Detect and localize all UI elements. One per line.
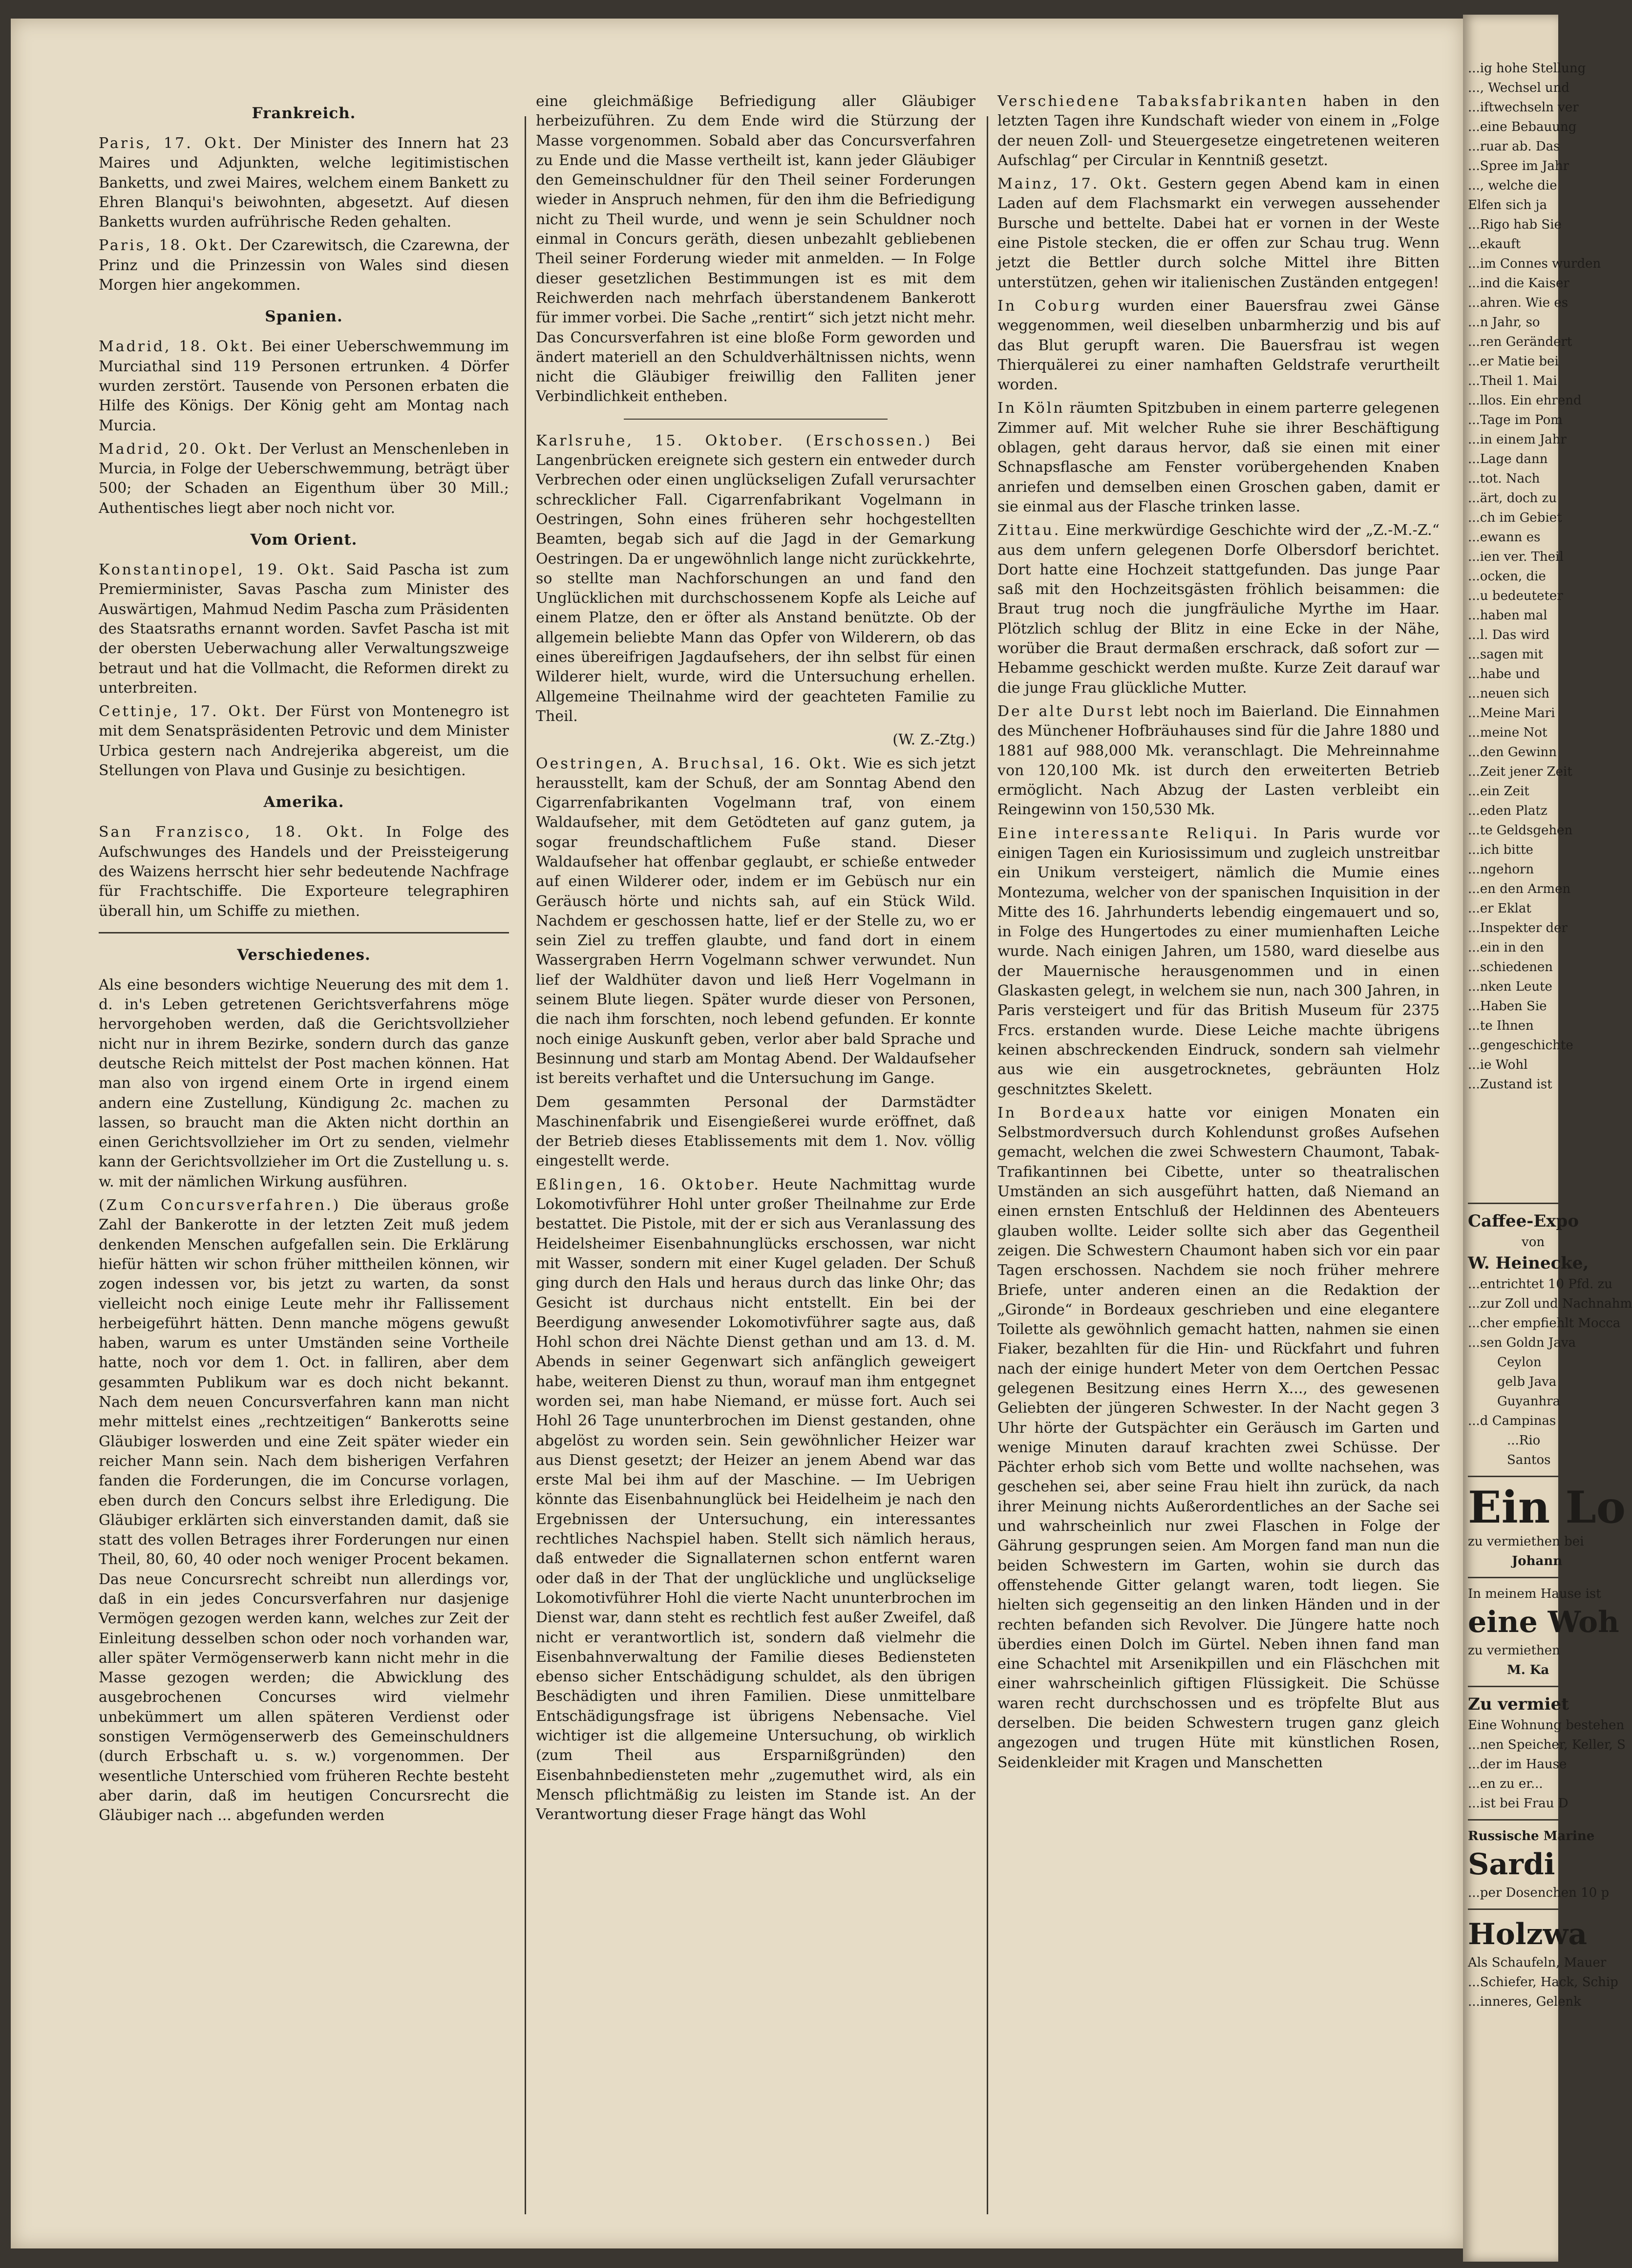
source-citation: (W. Z.-Ztg.) [892,731,975,749]
column-3 [997,92,1440,2219]
ad-divider [1468,1819,1558,1821]
column-2 [536,92,975,2219]
article-paris-2: Paris, 18. Okt. Der Czarewitsch, die Czarewna, der Prinz und die Prinzessin von Wales sind diesen Morgen hier angekommen. [99,237,509,294]
ad-divider [1468,1577,1558,1578]
strip-top-text: ...ig hohe Stellung ..., Wechsel und ...iftwechseln ver ...eine Bebauung ...ruar ab. Das ...Spree im Jahr ..., welche die Elfen sich ja ...Rigo hab Sie ...ekauft ...im Connes wurden ...ind die Kaiser ...ahren. Wie es ...n Jahr, so ...ren Gerändert ...er Matie bei ...Theil 1. Mai ...llos. Ein ehrend ...Tage im Pom ...in einem Jahr ...Lage dann ...tot. Nach ...ärt, doch zu ...ch im Gebiet ...ewann es ...ien ver. Theil ...ocken, die ...u bedeuteter ...haben mal ...l. Das wird ...sagen mit ...habe und ...neuen sich ...Meine Mari ...meine Not ...den Gewinn ...Zeit jener Zeit ...ein Zeit ...eden Platz ...te Geldsgehen ...ich bitte ...ngehorn ...en den Armen ...er Eklat ...Inspekter der ...ein in den ...schiedenen ...nken Leute ...Haben Sie ...te Ihnen ...gengeschichte ...ie Wohl ...Zustand ist [1468,61,1601,1092]
article-madrid-2: Madrid, 20. Okt. Der Verlust an Menschenleben in Murcia, in Folge der Ueberschwemmung, beträgt über 500; der Schaden an Eigenthum über 30 Mill.; Authentisches liegt aber noch nicht vor. [99,440,509,517]
column-rule [525,116,526,2214]
article-zittau: Zittau. Eine merkwürdige Geschichte wird der „Z.-M.-Z.“ aus dem unfern gelegenen Dorfe Olbersdorf berichtet. Dort hatte eine Hochzeit stattgefunden. Das junge Paar saß mit den Hochzeitsgästen fröhlich beisammen: die Braut trug noch die jungfräuliche Myrthe im Haar. Plötzlich schlug der Blitz in eine Ecke in der Nähe, worüber die Braut dermaßen erschrack, daß sofort zur — Hebamme geschickt werden mußte. Kurze Zeit darauf war die junge Frau glückliche Mutter. [997,522,1440,697]
newspaper-page [11,19,1464,2248]
column-1 [99,92,509,2219]
ad-divider [1468,1908,1558,1910]
ad-wohnung: eine Woh [1468,1605,1619,1639]
ad-divider [1468,1476,1558,1477]
ad-caffee-export: Caffee-Expo [1468,1211,1579,1231]
article-concursverfahren: (Zum Concursverfahren.) Die überaus große Zahl der Bankerotte in der letzten Zeit muß jedem denkenden Menschen aufgefallen sein. Die Erklärung hiefür hätten wir schon früher mittheilen können, wir zogen indessen vor, bis jetzt zu warten, da sonst vielleicht noch einige Leute mehr ihr Fallissement herbeigeführt hätten. Denn manche mögens gewußt haben, warum es unter Umständen seine Vortheile hatte, noch vor dem 1. Oct. in falliren, aber dem gesammten Publikum war es doch nicht bekannt. Nach dem neuen Concursverfahren kann man nicht mehr mittelst eines „rechtzeitigen“ Bankerotts seine Gläubiger loswerden und eine Zeit später wieder ein reicher Mann sein. Nach dem bisherigen Verfahren fanden die Forderungen, die im Concurse vorlagen, eben durch den Concurs selbst ihre Erledigung. Die Gläubiger erklärten sich einverstanden damit, daß sie statt des vollen Betrages ihrer Forderungen nur einen Theil, 80, 60, 40 oder noch weniger Procent bekamen. Das neue Concursrecht schreibt nun allerdings vor, daß in ein jedes Concursverfahren nur dasjenige Vermögen gezogen werden kann, welches zur Zeit der Einleitung desselben schon oder noch vorhanden war, aller später Vermögenserwerb kann nicht mehr in die Masse gezogen werden; die Abwicklung des ausgebrochenen Concurses wird vielmehr unbekümmert um allen späteren Verdienst oder sonstigen Vermögenserwerb des Gemeinschuldners (durch Erbschaft u. s. w.) vorgenommen. Der wesentliche Unterschied vom früheren Rechte besteht aber darin, daß im heutigen Concursrecht die Gläubiger nach ... abgefunden werden [99,1197,509,1824]
ad-holzwaren: Holzwa [1468,1917,1588,1951]
article-esslingen: Eßlingen, 16. Oktober. Heute Nachmittag wurde Lokomotivführer Hohl unter großer Theilnahme zur Erde bestattet. Die Pistole, mit der er sich aus Veranlassung des Heidelsheimer Eisenbahnunglücks erschossen, war nicht mit Wasser, sondern mit einer Kugel geladen. Der Schuß ging durch den Hals und heraus durch das linke Ohr; das Gesicht ist durchaus nicht entstellt. Ein bei der Beerdigung anwesender Lokomotivführer sagte aus, daß Hohl schon drei Nächte Dienst gethan und am 13. d. M. Abends in seiner Gegenwart sich anfänglich geweigert habe, weiteren Dienst zu thun, worauf man ihm entgegnet worden sei, man habe Niemand, er müsse fort. Auch sei Hohl 26 Tage ununterbrochen im Dienst gestanden, ohne abgelöst zu worden sein. Sein gewöhnlicher Heizer war aus Dienst gesetzt; der Heizer an jenem Abend war das erste Mal bei ihm auf der Maschine. — Im Uebrigen könnte das Eisenbahnunglück bei Heidelheim je nach den Ergebnissen der Untersuchung, ein interessantes rechtliches Nachspiel haben. Stellt sich nämlich heraus, daß entweder die Signallaternen schon entfernt waren oder daß in der That der unglückliche und unglückselige Lokomotivführer Hohl die vierte Nacht ununterbrochen im Dienst war, dann steht es rechtlich fest außer Zweifel, daß nicht er verantwortlich ist, sondern daß vielmehr die Eisenbahnverwaltung der Familie dieses Bediensteten ebenso sicher Entschädigung schuldet, als den übrigen Beschädigten und ihren Familien. Diese unmittelbare Entschädigungsfrage ist übrigens Nebensache. Viel wichtiger ist die allgemeine Untersuchung, ob wirklich (zum Theil aus Ersparnißgründen) den Eisenbahnbediensteten mehr „zugemuthet wird, als ein Mensch pflichtmäßig zu leisten im Stande ist. An der Verantwortung dieser Frage hängt das Wohl [536,1176,975,1823]
section-heading-verschiedenes: Verschiedenes. [237,946,371,964]
column-rule [987,116,988,2214]
article-konstantinopel: Konstantinopel, 19. Okt. Said Pascha ist zum Premierminister, Savas Pascha zum Minister des Auswärtigen, Mahmud Nedim Pascha zum Präsidenten des Staatsraths ernannt worden. Savfet Pascha ist mit der obersten Ueberwachung aller Verwaltungszweige betraut und hat die Vollmacht, die Reformen direkt zu unterbreiten. [99,561,509,697]
adjacent-page-strip [1463,15,1632,2262]
article-madrid-1: Madrid, 18. Okt. Bei einer Ueberschwemmung im Murciathal sind 119 Personen ertrunken. 4 Dörfer wurden zerstört. Tausende von Personen erbaten die Hilfe des Königs. Der König geht am Montag nach Murcia. [99,338,509,434]
ad-divider [1468,1686,1558,1687]
article-gerichtsverfahren: Als eine besonders wichtige Neuerung des mit dem 1. d. in's Leben getretenen Gerichtsverfahrens möge hervorgehoben werden, daß die Gerichtsvollzieher nicht nur in ihrem Bezirke, sondern durch das ganze deutsche Reich mittelst der Post machen können. Hat man also von irgend einem Orte in irgend einem andern eine Zustellung, Kündigung 2c. machen zu lassen, so braucht man die Akten nicht dorthin an einen Gerichtsvollzieher im Ort zu senden, vielmehr kann der Gerichtsvollzieher im Ort die Zustellung u. s. w. mit der nämlichen Wirkung ausführen. [99,976,509,1190]
article-paris-1: Paris, 17. Okt. Der Minister des Innern hat 23 Maires und Adjunkten, welche legitimistischen Banketts, und zwei Maires, welchem einem Bankett zu Ehren Blanqui's beiwohnten, abgesetzt. Auf diesen Banketts wurden aufrührische Reden gehalten. [99,135,509,231]
ad-russische-marine: Russische Marine [1468,1829,1595,1844]
article-koeln: In Köln räumten Spitzbuben in einem parterre gelegenen Zimmer auf. Mit welcher Ruhe sie ihrer Beschäftigung oblagen, geht daraus hervor, daß sie einen mit einer Schnapsflasche am Fenster vorübergehenden Knaben anriefen und demselben einen Groschen gaben, damit er sie einmal aus der Flasche trinken lasse. [997,400,1440,515]
section-heading-amerika: Amerika. [263,793,344,811]
article-divider [624,419,888,420]
article-reliqui: Eine interessante Reliqui. In Paris wurde vor einigen Tagen ein Kuriosissimum und zugleich unstreitbar ein Unikum versteigert, nämlich die Mumie eines Montezuma, welcher von der spanischen Inquisition in der Mitte des 16. Jahrhunderts lebendig eingemauert und so, in Folge des Hungertodes zu einer mumienhaften Leiche wurde. Nach einigen Jahren, um 1580, ward dieselbe aus der Mauernische herausgenommen und in einen Glaskasten gelegt, in welchem sie nun, nach 300 Jahren, in Paris versteigert und für das British Museum für 2375 Frcs. erstanden wurde. Diese Leiche machte übrigens keinen abschreckenden Eindruck, sondern sah vielmehr aus wie ein ausgetrocknetes, gebräunten Holz geschnitztes Skelett. [997,825,1440,1098]
article-cettinje: Cettinje, 17. Okt. Der Fürst von Montenegro ist mit dem Senatspräsidenten Petrovic und dem Minister Urbica gestern nach Andrejerika abgereist, um die Stellungen von Plava und Gusinje zu besichtigen. [99,703,509,780]
article-alte-durst: Der alte Durst lebt noch im Baierland. Die Einnahmen des Münchener Hofbräuhauses sind für die Jahre 1880 und 1881 auf 988,000 Mk. veranschlagt. Die Mehreinnahme von 120,100 Mk. ist durch den erweiterten Betrieb ermöglicht. Nach Abzug der Lasten verbleibt ein Reingewinn von 150,530 Mk. [997,702,1440,819]
ad-sardinen: Sardi [1468,1847,1555,1882]
article-concursverfahren-continued: eine gleichmäßige Befriedigung aller Gläubiger herbeizuführen. Zu dem Ende wird die Stürzung der Masse vorgenommen. Sobald aber das Concursverfahren zu Ende und die Masse vertheilt ist, kann jeder Gläubiger den Gemeinschuldner für den Theil seiner Forderungen wieder in Anspruch nehmen, für den ihm die Befriedigung nicht zu Theil wurde, und wenn je sein Schuldner noch einmal in Concurs geräth, diesen unbezahlt gebliebenen Theil seiner Forderung wieder mit anmelden. — In Folge dieser gesetzlichen Bestimmungen ist es mit dem Reichwerden nach mehrfach überstandenem Bankerott für immer vorbei. Die Sache „rentirt“ sich jetzt nicht mehr. Das Concursverfahren ist eine bloße Form geworden und ändert materiell an den Schuldverhältnissen nichts, wenn nicht die Gläubiger freiwillig den Falliten jener Verbindlichkeit entheben. [536,93,975,405]
ad-ein-lokal: Ein Lo [1468,1482,1626,1533]
ad-divider [1468,1203,1558,1204]
article-karlsruhe: Karlsruhe, 15. Oktober. (Erschossen.) Bei Langenbrücken ereignete sich gestern ein entweder durch Verbrechen oder einen unglückseligen Zufall verursachter schrecklicher Fall. Cigarrenfabrikant Vogelmann in Oestringen, Sohn eines früheren sehr hochgestellten Beamten, begab sich auf die Jagd in der Gemarkung Oestringen. Da er ungewöhnlich lange nicht zurückkehrte, so stellte man Nachforschungen an und fand den Unglücklichen mit durchschossenem Kopfe als Leiche auf einem Platze, den er öfter als Anstand benützte. Ob der allgemein beliebte Mann das Opfer von Wilderern, ob das eines übereifrigen Jagdaufsehers, der ihn selbst für einen Wilderer hielt, wurde, wird die Untersuchung erhellen. Allgemeine Theilnahme wird der geachteten Familie zu Theil. [536,432,975,725]
ad-heinecke: W. Heinecke, [1468,1253,1589,1273]
article-mainz: Mainz, 17. Okt. Gestern gegen Abend kam in einen Laden auf dem Flachsmarkt ein verwegen aussehender Bursche und bettelte. Dabei hat er vornen in der Weste eine Pistole stecken, die er offen zur Schau trug. Wenn jetzt die Bettler durch solche Mittel ihre Bitten unterstützen, gehen wir italienischen Zuständen entgegen! [997,175,1440,291]
section-heading-frankreich: Frankreich. [252,105,356,122]
section-heading-spanien: Spanien. [265,308,343,326]
article-san-francisco: San Franzisco, 18. Okt. In Folge des Aufschwunges des Handels und der Preissteigerung des Waizens herrscht hier sehr bedeutende Nachfrage für Frachtschiffe. Die Exporteure telegraphiren überall hin, um Schiffe zu miethen. [99,824,509,920]
section-heading-orient: Vom Orient. [250,531,358,549]
ad-zu-vermiethen: Zu vermiet [1468,1695,1569,1714]
article-coburg: In Coburg wurden einer Bauersfrau zwei Gänse weggenommen, weil dieselben unbarmherzig und bis auf das Blut gerupft waren. Die Bauersfrau ist wegen Thierquälerei zu einer namhaften Geldstrafe verurtheilt worden. [997,297,1440,394]
article-darmstadt: Dem gesammten Personal der Darmstädter Maschinenfabrik und Eisengießerei wurde eröffnet, daß der Betrieb dieses Etablissements mit dem 1. Nov. völlig eingestellt werde. [536,1093,975,1170]
article-tabaksfabrikanten: Verschiedene Tabaksfabrikanten haben in den letzten Tagen ihre Kundschaft wieder von einem in „Folge der neuen Zoll- und Steuergesetze eingetretenen weiteren Aufschlag“ per Circular in Kenntniß gesetzt. [997,93,1440,169]
article-oestringen: Oestringen, A. Bruchsal, 16. Okt. Wie es sich jetzt herausstellt, kam der Schuß, der am Sonntag Abend den Cigarrenfabrikanten Vogelmann traf, von einem Waldaufseher, mit dem Getödteten auf ganz gutem, ja sogar freundschaftlichem Fuße stand. Dieser Waldaufseher hat offenbar geglaubt, er schieße entweder auf einen Wilderer oder, indem er im Gebüsch nur ein Geräusch hörte und nichts sah, auf ein Stück Wild. Nachdem er geschossen hatte, lief er der Stelle zu, wo er sein Ziel zu treffen glaubte, und fand dort in einem Wassergraben Herrn Vogelmann schwer verwundet. Nun lief der Waldhüter davon und ließ Herr Vogelmann in seinem Blute liegen. Später wurde dieser von Personen, die nach ihm forschten, noch lebend gefunden. Er konnte noch einige Auskunft geben, verlor aber bald Sprache und Besinnung und starb am Montag Abend. Der Waldaufseher ist bereits verhaftet und die Untersuchung im Gange. [536,755,975,1087]
strip-ads: Caffee-Expo von W. Heinecke, ...entrichtet 10 Pfd. zu ...zur Zoll und Nachnahm ...cher empfiehlt Mocca ...sen Goldn Java Ceylon gelb Java Guyanhra ...d Campinas ...Rio Santos Ein Lo zu vermiethen bei Johann In meinem Hause ist eine Woh zu vermiethen M. Ka Zu vermiet Eine Wohnung bestehen ...nen Speicher, Keller, S ...der im Hause ...en zu er... ...ist bei Frau D Russische Marine Sardi ...per Dosenchen 10 p Holzwa Als Schaufeln, Mauer ...Schiefer, Hack, Schip ...inneres, Gelenk [1468,1197,1558,2012]
section-divider [99,932,509,933]
article-bordeaux: In Bordeaux hatte vor einigen Monaten ein Selbstmordversuch durch Kohlendunst großes Aufsehen gemacht, welchen die zwei Schwestern Chaumont, Tabak-Trafikantinnen bei Cibette, unter so theatralischen Umständen an sich ausgeführt hatten, daß Niemand an einen ernsten Entschluß der Heldinnen des Abenteuers glauben wollte. Leider sollte sich aber das Gegentheil zeigen. Die Schwestern Chaumont haben sich vor ein paar Tagen erschossen. Nachdem sie noch früher mehrere Briefe, unter anderen einen an die Redaktion der „Gironde“ in Bordeaux geschrieben und eine elegantere Toilette als gewöhnlich gemacht hatten, nahmen sie einen Fiaker, bezahlten für die Hin- und Rückfahrt und fuhren nach der einige hundert Meter von dem Oertchen Pessac gelegenen Besitzung eines Herrn X..., des gewesenen Geliebten der jüngeren Schwester. In der Nacht gegen 3 Uhr hörte der Gutspächter ein Geräusch im Garten und wenige Minuten darauf krachten zwei Schüsse. Der Pächter erhob sich vom Bette und wollte nachsehen, was geschehen sei, aber seine Frau hielt ihn zurück, da nach ihrer Meinung nichts Außerordentliches an der Sache sei und wahrscheinlich nur zwei Flaschen in Folge der Gährung gesprungen seien. Am Morgen fand man nun die beiden Schwestern im Garten, wohin sie durch das offenstehende Gitter gelangt waren, todt liegen. Sie hielten sich gegenseitig an den linken Händen und in der rechten befanden sich Revolver. Die Jüngere hatte noch überdies einen Dolch im Gürtel. Neben ihnen fand man eine Schachtel mit Arsenikpillen und ein Fläschchen mit einer wahrscheinlich giftigen Flüssigkeit. Die Schüsse waren recht durchschossen und es tröpfelte Blut aus derselben. Die beiden Schwestern trugen ganz gleich angezogen und trugen Hüte mit künstlichen Rosen, Seidenkleider mit Kragen und Manschetten [997,1104,1440,1771]
